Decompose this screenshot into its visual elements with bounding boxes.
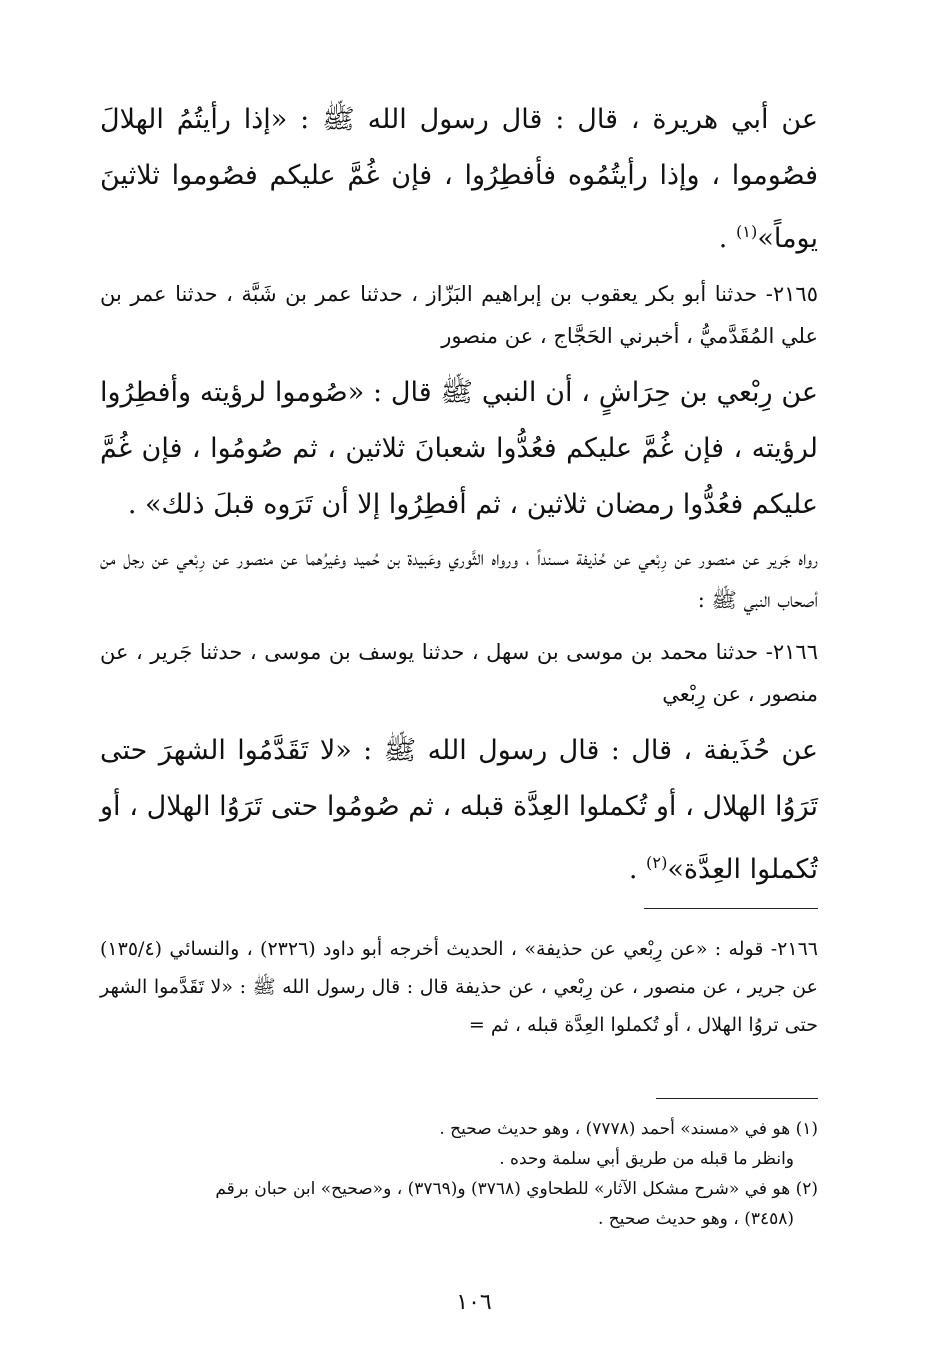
- footnote-1: (١) هو في «مسند» أحمد (٧٧٧٨) ، وهو حديث صحيح .: [439, 1119, 818, 1139]
- page-number: ١٠٦: [456, 1290, 492, 1315]
- commentary-2166: ٢١٦٦- قوله : «عن رِبْعي عن حذيفة» ، الحديث أخرجه أبو داود (٢٣٢٦) ، والنسائي (١٣٥/٤) عن جرير ، عن منصور ، عن رِبْعي ، عن حذيفة قال : قال رسول الله ﷺ : «لا تَقَدَّموا الشهر حتى تروُا الهلال ، أو تُكملوا العِدَّة قبله ، ثم =: [100, 938, 818, 1036]
- hadith-3-text: عن حُذَيفة ، قال : قال رسول الله ﷺ : «لا تَقَدَّمُوا الشهرَ حتى تَرَوُا الهلال ، أو تُكملوا العِدَّة قبله ، ثم صُومُوا حتى تَرَوُا الهلال ، أو تُكملوا العِدَّة»: [100, 735, 818, 885]
- isnad-2166: ٢١٦٦- حدثنا محمد بن موسى بن سهل ، حدثنا يوسف بن موسى ، حدثنا جَرير ، عن منصور ، عن رِبْعي: [100, 640, 818, 706]
- footnotes-section: [100, 1114, 818, 1234]
- footnote-2: (٢) هو في «شرح مشكل الآثار» للطحاوي (٣٧٦٨) و(٣٧٦٩) ، و«صحيح» ابن حبان برقم: [215, 1179, 818, 1199]
- commentary-section: [100, 930, 818, 1044]
- commentary-separator: [644, 908, 818, 909]
- hadith-1-end: .: [718, 223, 736, 254]
- page-body: [100, 92, 818, 898]
- hadith-abu-hurayra: [100, 92, 818, 267]
- isnad-2165: ٢١٦٥- حدثنا أبو بكر يعقوب بن إبراهيم البَزّاز ، حدثنا عمر بن شَبَّة ، حدثنا عمر بن علي المُقَدَّميُّ ، أخبرني الحَجَّاج ، عن منصور: [100, 282, 818, 348]
- hadith-ribi: عن رِبْعي بن حِرَاشٍ ، أن النبي ﷺ قال : «صُوموا لرؤيته وأفطِرُوا لرؤيته ، فإن غُمَّ عليكم فعُدُّوا شعبانَ ثلاثين ، ثم صُومُوا ، فإن غُمَّ عليكم فعُدُّوا رمضان ثلاثين ، ثم أفطِرُوا إلا أن تَرَوه قبلَ ذلك» .: [100, 377, 818, 520]
- footnote-2-continued: (٣٤٥٨) ، وهو حديث صحيح .: [597, 1209, 794, 1229]
- hadith-hudhayfa: [100, 723, 818, 898]
- narration-note: رواه جَرير عن منصور عن رِبْعي عن حُذيفة مسنداً ، ورواه الثَّوري وعَبيدة بن حُميد وغيرُهما عن منصور عن رِبْعي عن رجل من أصحاب النبي ﷺ :: [100, 546, 818, 612]
- footnote-ref-2: (٢): [646, 853, 668, 872]
- hadith-3-end: .: [628, 854, 647, 885]
- footnote-ref-1: (١): [735, 222, 758, 241]
- hadith-1-text: عن أبي هريرة ، قال : قال رسول الله ﷺ : «إذا رأيتُمُ الهلالَ فصُوموا ، وإذا رأيتُمُوه فأفطِرُوا ، فإن غُمَّ عليكم فصُوموا ثلاثينَ يوماً»: [100, 104, 818, 254]
- footnote-1-continued: وانظر ما قبله من طريق أبي سلمة وحده .: [499, 1149, 794, 1169]
- footnote-separator: [656, 1098, 818, 1099]
